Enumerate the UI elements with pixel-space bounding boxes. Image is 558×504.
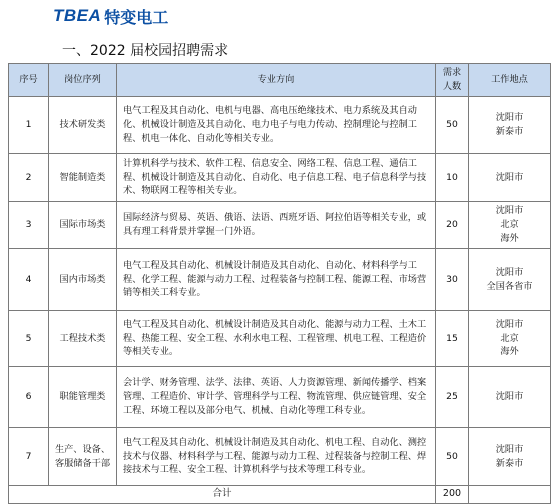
location-item: 全国各省市 [486,280,533,292]
logo-text-cn: 特变电工 [104,7,169,27]
table-header-row [9,64,551,97]
location-item: 北京 [500,332,519,344]
table-row [9,249,551,311]
table-row [9,202,551,249]
row-location [469,367,551,428]
total-empty [469,486,551,504]
row-count: 10 [436,154,469,202]
row-major: 计算机科学与技术、软件工程、信息安全、网络工程、信息工程、通信工程、机械设计制造及其自动化、自动化、电子信息工程、电子信息科学与技术、物联网工程等相关专业。 [117,154,436,202]
row-category: 国际市场类 [49,202,117,249]
row-count: 50 [436,428,469,486]
location-item: 沈阳市 [495,318,524,330]
total-count: 200 [436,486,469,504]
table-row [9,154,551,202]
location-item: 北京 [500,219,519,231]
row-category: 技术研发类 [49,97,117,154]
row-location [469,154,551,202]
location-item: 新泰市 [495,457,524,469]
row-location [469,428,551,486]
row-major: 会计学、财务管理、法学、法律、英语、人力资源管理、新闻传播学、档案管理、工程造价、审计学、管理科学与工程、物流管理、供应链管理、安全工程、环境工程以及部分电气、机械、自动化等理工科专业。 [117,367,436,428]
logo-text-en: TBEA [53,6,102,25]
row-count: 20 [436,202,469,249]
row-major: 国际经济与贸易、英语、俄语、法语、西班牙语、阿拉伯语等相关专业，或具有理工科背景并掌握一门外语。 [117,202,436,249]
row-category: 国内市场类 [49,249,117,311]
row-location [469,202,551,249]
location-item: 沈阳市 [495,205,524,217]
row-category: 工程技术类 [49,311,117,367]
row-no: 6 [9,367,49,428]
row-no: 3 [9,202,49,249]
row-no: 4 [9,249,49,311]
location-item: 沈阳市 [495,266,524,278]
row-count: 25 [436,367,469,428]
location-item: 新泰市 [495,126,524,137]
location-item: 海外 [500,232,519,244]
page-title: 一、2022 届校园招聘需求 [62,43,229,59]
header-no: 序号 [9,64,49,97]
header-location: 工作地点 [469,64,551,97]
row-count: 15 [436,311,469,367]
total-label: 合计 [9,486,436,504]
header-category: 岗位序列 [49,64,117,97]
row-count: 50 [436,97,469,154]
location-item: 海外 [500,346,519,358]
row-count: 30 [436,249,469,311]
row-major: 电气工程及其自动化、机械设计制造及其自动化、自动化、材料科学与工程、化学工程、能源与动力工程、过程装备与控制工程、能源工程、市场营销等相关工科专业。 [117,249,436,311]
location-item: 沈阳市 [495,112,524,124]
location-item: 沈阳市 [495,171,524,183]
row-no: 7 [9,428,49,486]
location-item: 沈阳市 [495,443,524,455]
row-major: 电气工程及其自动化、电机与电器、高电压绝缘技术、电力系统及其自动化、机械设计制造及其自动化、电力电子与电力传动、控制理论与控制工程、机电一体化、自动化等相关专业。 [117,97,436,154]
row-major: 电气工程及其自动化、机械设计制造及其自动化、能源与动力工程、土木工程、热能工程、安全工程、水利水电工程、工程管理、机电工程、工程造价等相关专业。 [117,311,436,367]
total-row [9,486,551,504]
row-no: 1 [9,97,49,154]
table-body [9,97,551,486]
row-location [469,97,551,154]
table-row [9,428,551,486]
row-no: 2 [9,154,49,202]
row-category: 生产、设备、客服储备干部 [49,428,117,486]
row-major: 电气工程及其自动化、机械设计制造及其自动化、机电工程、自动化、测控技术与仪器、材料科学与工程、能源与动力工程、过程装备与控制工程、焊接技术与工程、安全工程、计算机科学与技术等理工科专业。 [117,428,436,486]
row-location [469,311,551,367]
location-item: 沈阳市 [495,391,524,403]
table-row [9,97,551,154]
header-major: 专业方向 [117,64,436,97]
tbea-logo [53,6,168,26]
row-category: 智能制造类 [49,154,117,202]
table-row [9,367,551,428]
header-count: 需求人数 [436,64,469,97]
row-no: 5 [9,311,49,367]
row-location [469,249,551,311]
table-row [9,311,551,367]
recruitment-table [8,63,551,504]
row-category: 职能管理类 [49,367,117,428]
